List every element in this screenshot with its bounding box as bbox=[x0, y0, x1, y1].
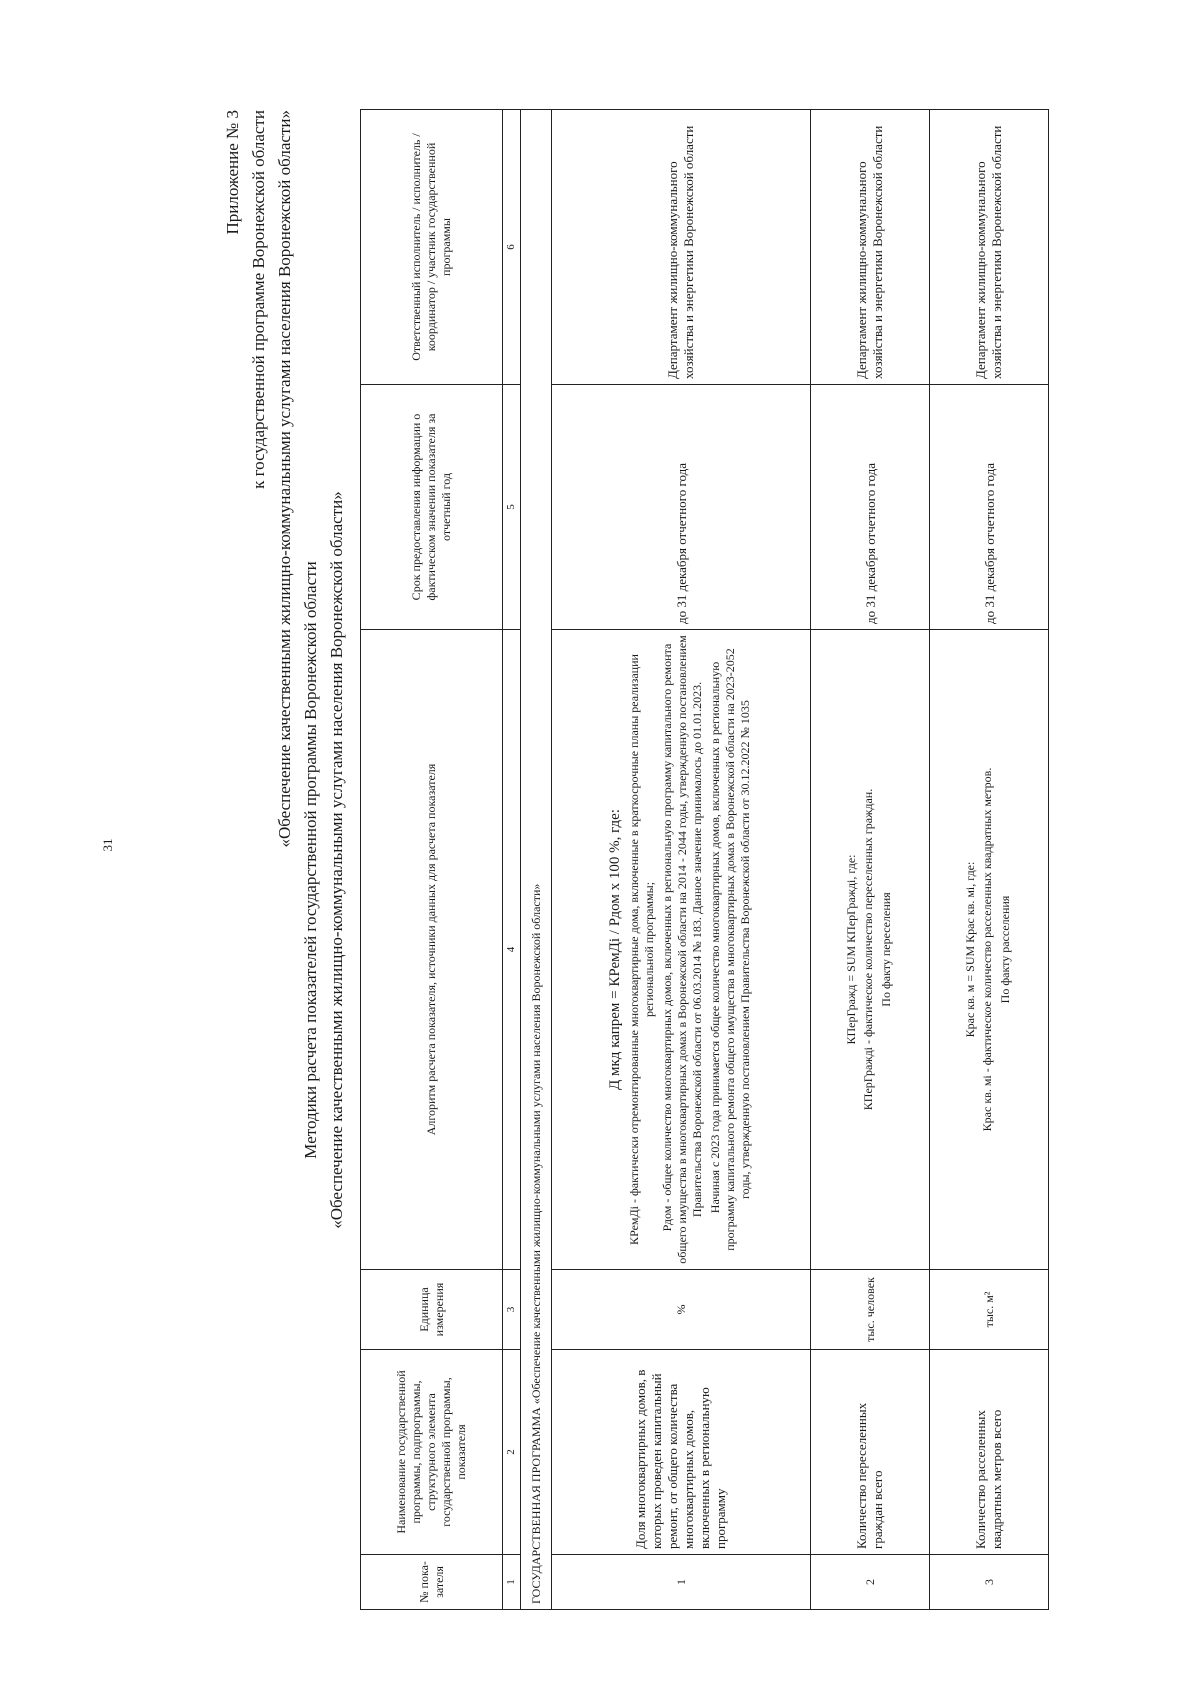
algorithm-line: По факту переселения bbox=[878, 892, 893, 1007]
algorithm-line: Рдом - общее количество многоквартирных домов, включенных в региональную программу капитального ремонта общего имущества в многоквартирных домах в Воронежской области на 2014 - 2044 годы, утвержденную постановлением Правительства Воронежской области от 06.03.2014 № 183. Данное значение принималось до 01.01.2023. bbox=[660, 635, 704, 1264]
algorithm-line: КРемДi - фактически отремонтированные многоквартирные дома, включенные в краткосрочные планы реализации региональной программы; bbox=[627, 654, 656, 1245]
document-title bbox=[298, 110, 350, 1610]
landscape-sheet bbox=[220, 110, 1170, 1610]
indicator-unit: тыс. человек bbox=[811, 1270, 930, 1350]
indicator-unit: % bbox=[552, 1270, 811, 1350]
header-unit: Единица измерения bbox=[361, 1270, 503, 1350]
table-header-row bbox=[361, 110, 503, 1610]
header-indicator-name: Наименование государственной программы, подпрограммы, структурного элемента государственной программы, показателя bbox=[361, 1350, 503, 1555]
header-indicator-number: № пока-зателя bbox=[361, 1555, 503, 1610]
page-number: 31 bbox=[100, 838, 115, 852]
appendix-header bbox=[220, 110, 298, 1610]
indicator-responsible: Департамент жилищно-коммунального хозяйства и энергетики Воронежской области bbox=[811, 110, 930, 385]
indicator-responsible: Департамент жилищно-коммунального хозяйства и энергетики Воронежской области bbox=[930, 110, 1049, 385]
column-numbers-row bbox=[503, 110, 521, 1610]
header-algorithm: Алгоритм расчета показателя, источники данных для расчета показателя bbox=[361, 630, 503, 1270]
indicator-responsible: Департамент жилищно-коммунального хозяйства и энергетики Воронежской области bbox=[552, 110, 811, 385]
column-number: 6 bbox=[503, 110, 521, 385]
indicator-number: 1 bbox=[552, 1555, 811, 1610]
table-row bbox=[552, 110, 811, 1610]
column-number: 2 bbox=[503, 1350, 521, 1555]
appendix-number: Приложение № 3 bbox=[223, 110, 242, 235]
indicator-number: 3 bbox=[930, 1555, 1049, 1610]
column-number: 3 bbox=[503, 1270, 521, 1350]
indicator-unit: тыс. м² bbox=[930, 1270, 1049, 1350]
section-title: ГОСУДАРСТВЕННАЯ ПРОГРАММА «Обеспечение качественными жилищно-коммунальными услугами населения Воронежской области» bbox=[521, 110, 552, 1610]
indicators-table bbox=[360, 109, 1049, 1610]
algorithm-line: По факту расселения bbox=[997, 895, 1012, 1004]
indicator-formula: Крас кв. м = SUM Крас кв. мi, где: bbox=[962, 861, 977, 1038]
indicator-formula: КПерГражд = SUM КПерГраждi, где: bbox=[843, 854, 858, 1045]
appendix-program-ref: к государственной программе Воронежской области bbox=[249, 110, 268, 489]
indicator-algorithm bbox=[811, 630, 930, 1270]
header-deadline: Срок предоставления информации о фактическом значении показателя за отчетный год bbox=[361, 385, 503, 630]
indicator-formula: Д мкд капрем = КРемДi / Рдом x 100 %, где: bbox=[607, 809, 623, 1090]
column-number: 4 bbox=[503, 630, 521, 1270]
appendix-program-name: «Обеспечение качественными жилищно-коммунальными услугами населения Воронежской области» bbox=[275, 110, 294, 848]
indicator-number: 2 bbox=[811, 1555, 930, 1610]
column-number: 5 bbox=[503, 385, 521, 630]
table-row bbox=[930, 110, 1049, 1610]
indicator-name: Доля многоквартирных домов, в которых проведен капитальный ремонт, от общего количества многоквартирных домов, включенных в региональную программу bbox=[552, 1350, 811, 1555]
column-number: 1 bbox=[503, 1555, 521, 1610]
indicator-deadline: до 31 декабря отчетного года bbox=[552, 385, 811, 630]
algorithm-line: Начиная с 2023 года принимается общее количество многоквартирных домов, включенных в региональную программу капитального ремонта общего имущества в многоквартирных домах в Воронежской области на 2023-2052 годы, утвержденную постановлением Правительства Воронежской области от 30.12.2022 № 1035 bbox=[708, 648, 752, 1251]
algorithm-line: КПерГраждi - фактическое количество переселенных граждан. bbox=[860, 788, 875, 1111]
indicator-deadline: до 31 декабря отчетного года bbox=[930, 385, 1049, 630]
table-row bbox=[811, 110, 930, 1610]
title-line-1: Методики расчета показателей государственной программы Воронежской области bbox=[301, 561, 320, 1159]
header-responsible: Ответственный исполнитель / исполнитель / координатор / участник государственной программы bbox=[361, 110, 503, 385]
title-line-2: «Обеспечение качественными жилищно-коммунальными услугами населения Воронежской области» bbox=[327, 491, 346, 1229]
indicator-name: Количество переселенных граждан всего bbox=[811, 1350, 930, 1555]
indicator-deadline: до 31 декабря отчетного года bbox=[811, 385, 930, 630]
section-row bbox=[521, 110, 552, 1610]
algorithm-line: Крас кв. мi - фактическое количество расселенных квадратных метров. bbox=[979, 767, 994, 1132]
indicator-name: Количество расселенных квадратных метров всего bbox=[930, 1350, 1049, 1555]
indicator-algorithm bbox=[552, 630, 811, 1270]
indicator-algorithm bbox=[930, 630, 1049, 1270]
